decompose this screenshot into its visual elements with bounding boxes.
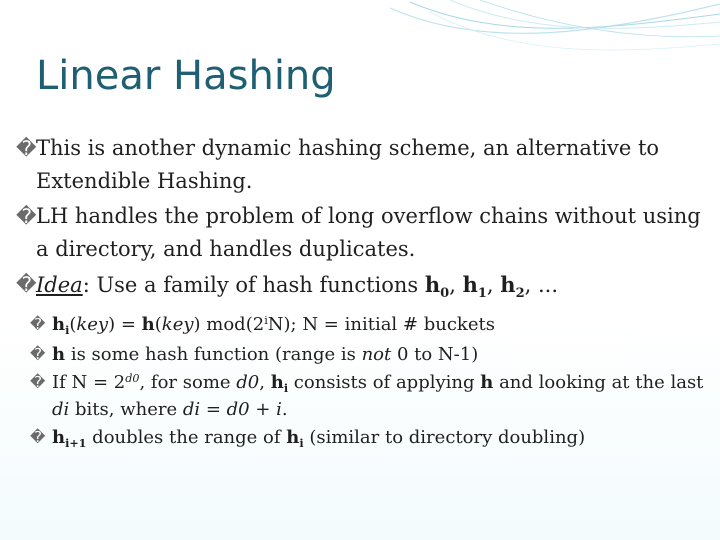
sub-bullet-item: [16, 342, 706, 367]
subscript: 0: [440, 285, 450, 301]
separator: ,: [449, 273, 463, 297]
variable: i: [276, 399, 282, 420]
bullet-item: [16, 200, 706, 266]
bullet-marker: �: [30, 373, 46, 391]
hash-fn-symbol: h: [462, 272, 478, 297]
sub-bullet-item: [16, 370, 706, 422]
slide-title: Linear Hashing: [36, 53, 336, 99]
text: .: [281, 399, 288, 420]
text: ) mod(2: [193, 314, 265, 335]
subscript: 1: [477, 285, 487, 301]
hash-fn-symbol: h: [500, 272, 516, 297]
bullet-marker: �: [16, 204, 37, 228]
text: (similar to directory doubling): [303, 427, 586, 448]
text: , for some: [139, 372, 237, 393]
hash-fn-symbol: h: [52, 427, 66, 448]
bullet-text: This is another dynamic hashing scheme, an alternative to Extendible Hashing.: [36, 136, 660, 193]
text: is some hash function (range is: [65, 344, 362, 365]
superscript: d0: [125, 371, 140, 385]
key-term: key: [161, 314, 194, 335]
bullet-marker: �: [30, 345, 46, 363]
text: N); N = initial # buckets: [267, 314, 495, 335]
key-term: key: [76, 314, 109, 335]
variable: di: [182, 399, 201, 420]
hash-fn-symbol: h: [286, 427, 300, 448]
text: (: [154, 314, 162, 335]
bullet-marker: �: [16, 136, 37, 160]
hash-fn-symbol: h: [480, 372, 494, 393]
text: =: [200, 399, 227, 420]
bullet-marker: �: [30, 315, 46, 333]
text: bits, where: [69, 399, 183, 420]
text: If N = 2: [52, 372, 126, 393]
variable: di: [52, 399, 70, 420]
hash-fn-symbol: h: [52, 344, 66, 365]
variable: d0: [236, 372, 260, 393]
subscript: i: [65, 323, 70, 337]
hash-fn-symbol: h: [141, 314, 155, 335]
bullet-marker: �: [16, 272, 37, 296]
text: doubles the range of: [86, 427, 287, 448]
text: consists of applying: [288, 372, 481, 393]
subscript: i: [283, 381, 289, 395]
paren: (: [69, 314, 77, 335]
subscript: i: [299, 436, 304, 450]
text: ) =: [108, 314, 142, 335]
idea-text: : Use a family of hash functions: [82, 273, 425, 297]
bullet-text: LH handles the problem of long overflow chains without using a directory, and handles duplicates.: [36, 204, 701, 261]
hash-fn-symbol: h: [270, 372, 284, 393]
hash-fn-symbol: h: [424, 272, 441, 297]
text: +: [249, 399, 277, 420]
separator: ,: [486, 273, 501, 297]
sub-bullet-item: [16, 425, 706, 452]
text: 0 to N-1): [391, 344, 479, 365]
hash-fn-symbol: h: [52, 314, 66, 335]
emphasis: not: [361, 344, 392, 365]
text: and looking at the last: [493, 372, 704, 393]
subscript: 2: [515, 285, 525, 301]
subscript: i+1: [65, 436, 87, 450]
decorative-swoosh-lines: [390, 0, 720, 80]
superscript: i: [264, 313, 268, 327]
slide-body: [16, 132, 706, 452]
sub-bullet-item: [16, 312, 706, 339]
bullet-item: [16, 132, 706, 198]
text: ,: [259, 372, 271, 393]
bullet-item-idea: [16, 268, 706, 305]
ellipsis: , ...: [524, 273, 559, 297]
idea-label: Idea: [36, 273, 83, 297]
variable: d0: [226, 399, 250, 420]
bullet-marker: �: [30, 428, 46, 446]
